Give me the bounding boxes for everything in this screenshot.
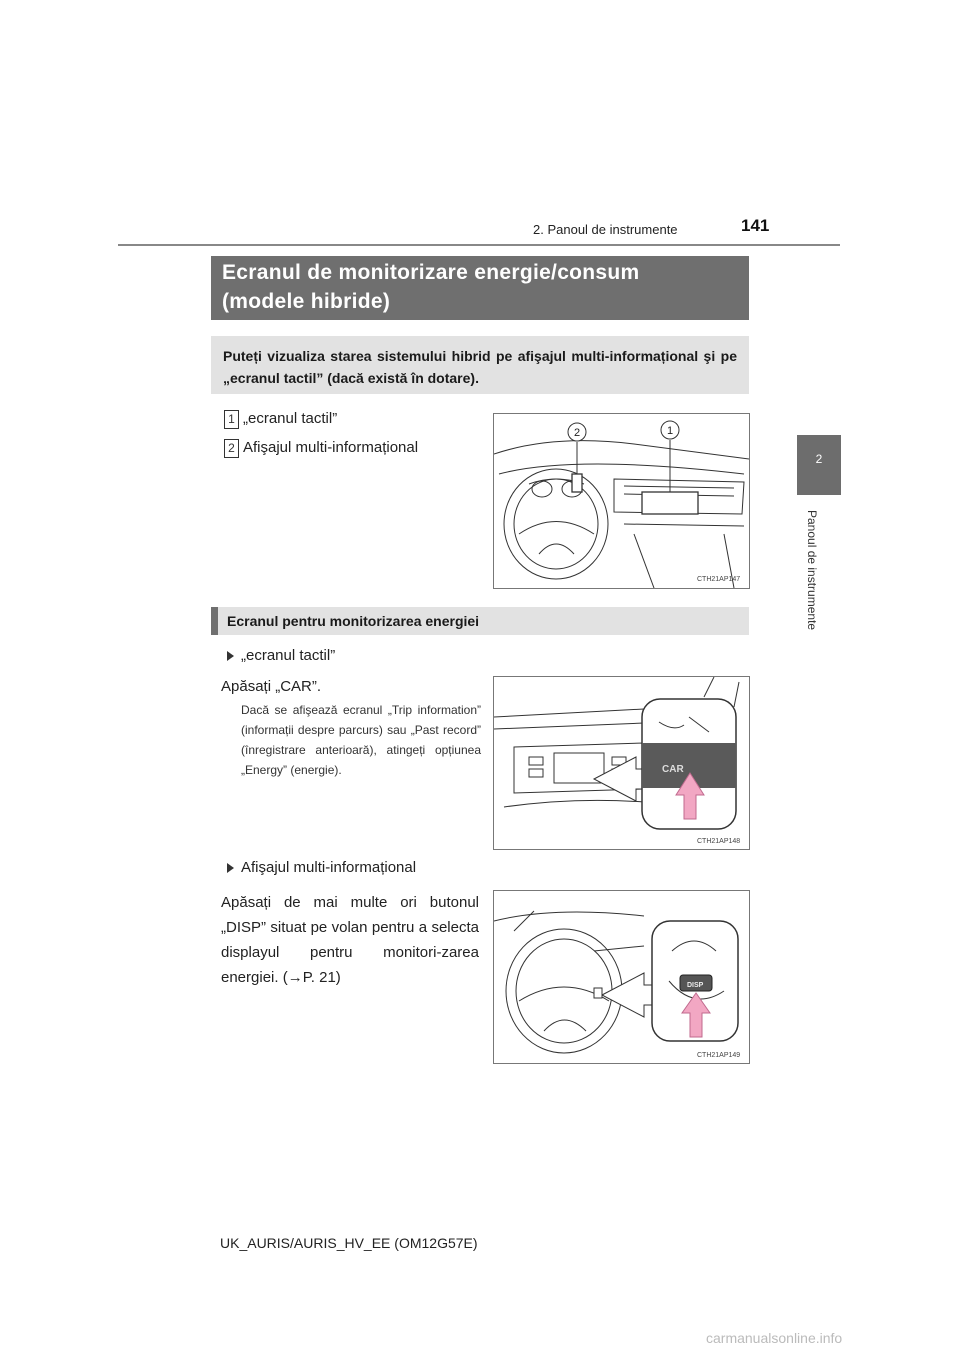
bullet-triangle-2 (227, 863, 234, 873)
subsection-heading: Ecranul pentru monitorizarea energiei (211, 607, 749, 635)
multi-info-display-marker (572, 474, 582, 492)
item-text-1: „ecranul tactil” (243, 410, 338, 427)
instruction-press-disp: Apăsați de mai multe ori butonul „DISP” situat pe volan pentru a selecta displayul pentru monitori-zarea energiei. (→P. 21) (221, 894, 479, 986)
chapter-tab-number: 2 (815, 452, 823, 466)
section-title-line2: (modele hibride) (222, 290, 391, 313)
item-number-1: 1 (224, 410, 239, 429)
figure-center-console (493, 676, 750, 850)
bullet-triangle-1 (227, 651, 234, 661)
watermark: carmanualsonline.info (706, 1330, 843, 1346)
item-text-2: Afişajul multi-informațional (243, 439, 419, 456)
console-illustration (494, 677, 749, 849)
instruction-press-car: Apăsați „CAR”. (221, 678, 322, 695)
section-title (211, 256, 749, 320)
document-footer: UK_AURIS/AURIS_HV_EE (OM12G57E) (220, 1235, 478, 1251)
item-number-2: 2 (224, 439, 239, 458)
chapter-tab-label: Panoul de instrumente (805, 510, 819, 631)
disp-button-label: DISP (687, 982, 704, 989)
figure-steering-wheel (493, 890, 750, 1064)
callout-1: 1 (666, 425, 674, 437)
figure-code-3: CTH21AP149 (697, 1052, 741, 1059)
section-title-line1: Ecranul de monitorizare energie/consum (222, 261, 640, 284)
touch-screen-marker (642, 492, 698, 514)
callout-2: 2 (573, 427, 581, 439)
intro-box: Puteți vizualiza starea sistemului hibrid pe afişajul multi-informațional şi pe „ecranul tactil” (dacă există în dotare). (211, 336, 749, 394)
figure-code-1: CTH21AP147 (697, 576, 741, 583)
note-trip-information: Dacă se afişează ecranul „Trip information” (informații despre parcurs) sau „Past record” (înregistrare anterioară), atingeți opțiunea „Energy” (energie). (241, 703, 481, 777)
dashboard-illustration (494, 414, 749, 588)
car-button-label: CAR (662, 764, 684, 775)
header-rule (118, 244, 840, 246)
page-number: 141 (741, 216, 770, 235)
bullet-multi-info-display: Afişajul multi-informațional (241, 859, 417, 876)
bullet-touch-screen: „ecranul tactil” (241, 647, 336, 664)
steering-illustration (494, 891, 749, 1063)
running-header-section: 2. Panoul de instrumente (533, 222, 678, 237)
figure-dashboard-overview (493, 413, 750, 589)
figure-code-2: CTH21AP148 (697, 838, 741, 845)
